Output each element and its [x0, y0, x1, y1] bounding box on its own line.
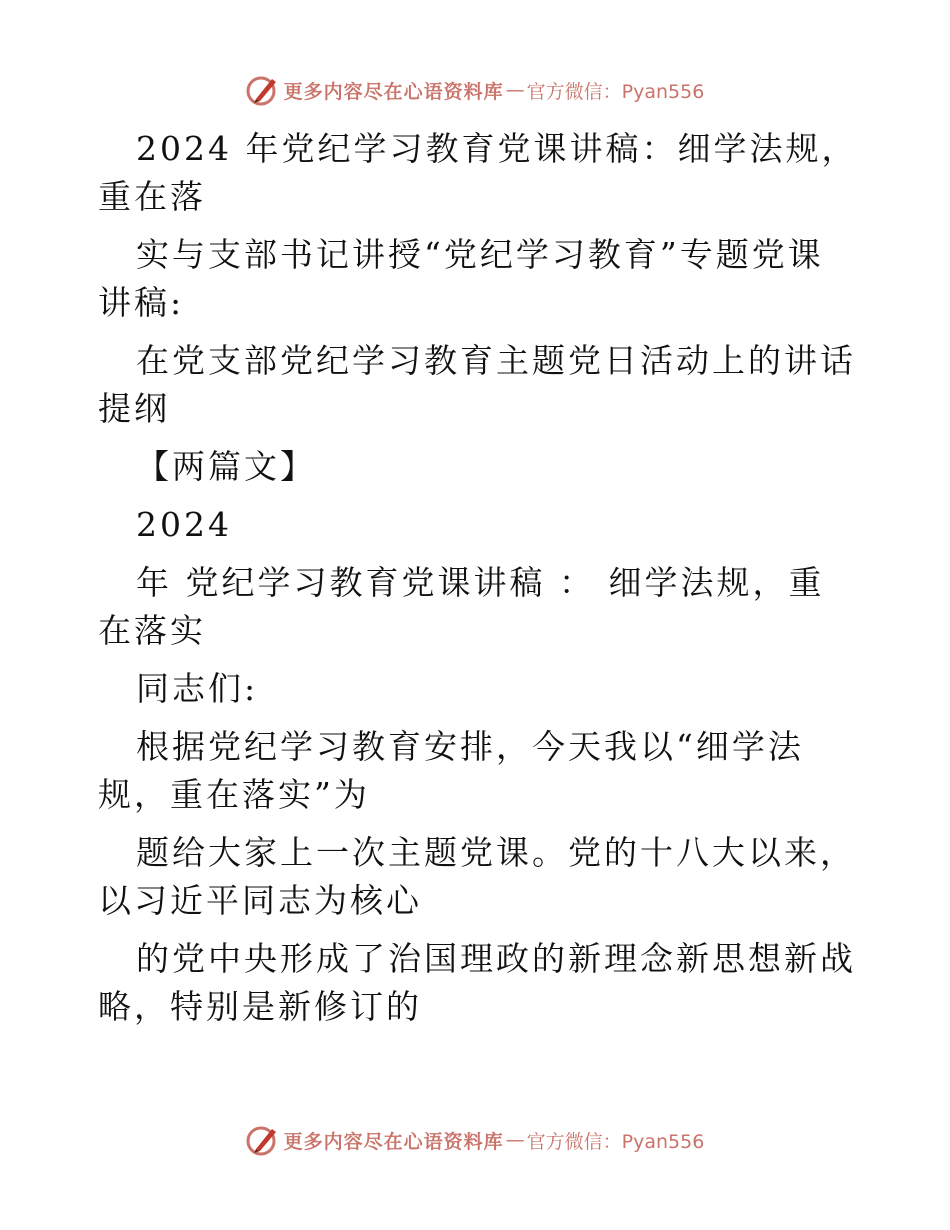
footer-contact: 官方微信：Pyan556 [526, 1130, 705, 1153]
paragraph: 在党支部党纪学习教育主题党日活动上的讲话提纲 [98, 341, 856, 428]
footer-dash: — [505, 1129, 525, 1151]
header-dash: — [505, 79, 525, 101]
pen-logo-icon [246, 1123, 280, 1157]
header-brand: 更多内容尽在心语资料库 [283, 80, 504, 103]
paragraph: 年 党纪学习教育党课讲稿 ： 细学法规，重在落实 [98, 563, 825, 650]
paragraph: 实与支部书记讲授“党纪学习教育”专题党课讲稿: [98, 235, 824, 322]
paragraph: 题给大家上一次主题党课。党的十八大以来，以习近平同志为核心 [98, 833, 856, 920]
header-contact: 官方微信：Pyan556 [526, 80, 705, 103]
paragraph: 2024 [136, 505, 232, 544]
paragraph: 的党中央形成了治国理政的新理念新思想新战略，特别是新修订的 [98, 939, 856, 1026]
paragraph: 根据党纪学习教育安排，今天我以“细学法规，重在落实”为 [98, 727, 804, 814]
footer-watermark [0, 1120, 950, 1160]
paragraph: 【两篇文】 [136, 447, 316, 486]
paragraph: 同志们: [136, 669, 259, 708]
pen-logo-icon [246, 73, 280, 107]
footer-brand: 更多内容尽在心语资料库 [283, 1130, 504, 1153]
document-body [98, 125, 858, 1041]
paragraph: 2024 年党纪学习教育党课讲稿：细学法规，重在落 [98, 129, 858, 216]
header-watermark [0, 70, 950, 110]
